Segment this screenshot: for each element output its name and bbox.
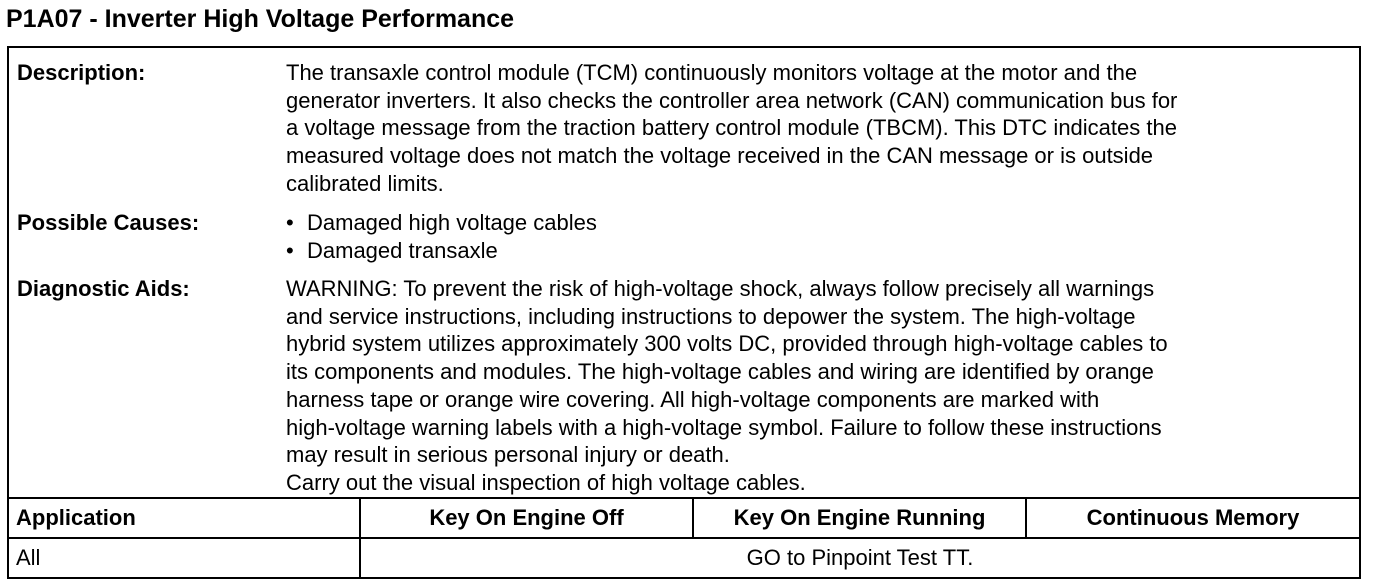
cause-text: Damaged high voltage cables [307,210,597,235]
description-line: generator inverters. It also checks the controller area network (CAN) communication bus for [286,87,1178,113]
application-table [9,497,1359,579]
description-label: Description: [17,60,146,85]
cause-text: Damaged transaxle [307,237,498,263]
application-value: All [16,545,41,570]
diagnostic-aids-line: harness tape or orange wire covering. All high-voltage components are marked with [286,386,1100,412]
possible-causes-label: Possible Causes: [17,210,200,235]
list-item [286,237,1352,265]
bullet-icon: • [286,210,294,235]
diagnostic-aids-label: Diagnostic Aids: [17,276,190,301]
header-application: Application [16,505,136,530]
possible-causes-list [286,209,1352,264]
list-item [286,209,1352,237]
page-title: P1A07 - Inverter High Voltage Performance [6,5,515,33]
header-key-on-engine-running: Key On Engine Running [733,505,986,530]
diagnostic-aids-line: its components and modules. The high-voltage cables and wiring are identified by orange [286,359,1154,385]
description-line: calibrated limits. [286,170,444,196]
diagnostic-aids-line: may result in serious personal injury or death. [286,442,730,468]
diagnostic-aids-line: WARNING: To prevent the risk of high-voltage shock, always follow precisely all warnings [286,276,1155,301]
description-line: measured voltage does not match the voltage received in the CAN message or is outside [286,143,1154,169]
header-key-on-engine-off: Key On Engine Off [429,505,624,530]
description-text [286,59,1352,198]
diagnostic-aids-line: and service instructions, including instructions to depower the system. The high-voltage [286,303,1136,329]
bullet-icon: • [286,237,294,263]
diagnostic-aids-line: high-voltage warning labels with a high-voltage symbol. Failure to follow these instructions [286,414,1162,440]
description-line: a voltage message from the traction battery control module (TBCM). This DTC indicates the [286,115,1177,141]
pinpoint-test-action: GO to Pinpoint Test TT. [746,545,974,570]
dtc-info-table [7,46,1361,579]
diagnostic-aids-line: hybrid system utilizes approximately 300 volts DC, provided through high-voltage cables to [286,331,1168,357]
header-continuous-memory: Continuous Memory [1086,505,1300,530]
description-line: The transaxle control module (TCM) continuously monitors voltage at the motor and the [286,60,1138,85]
diagnostic-aids-text [286,275,1352,497]
diagnostic-aids-line: Carry out the visual inspection of high voltage cables. [286,469,806,495]
